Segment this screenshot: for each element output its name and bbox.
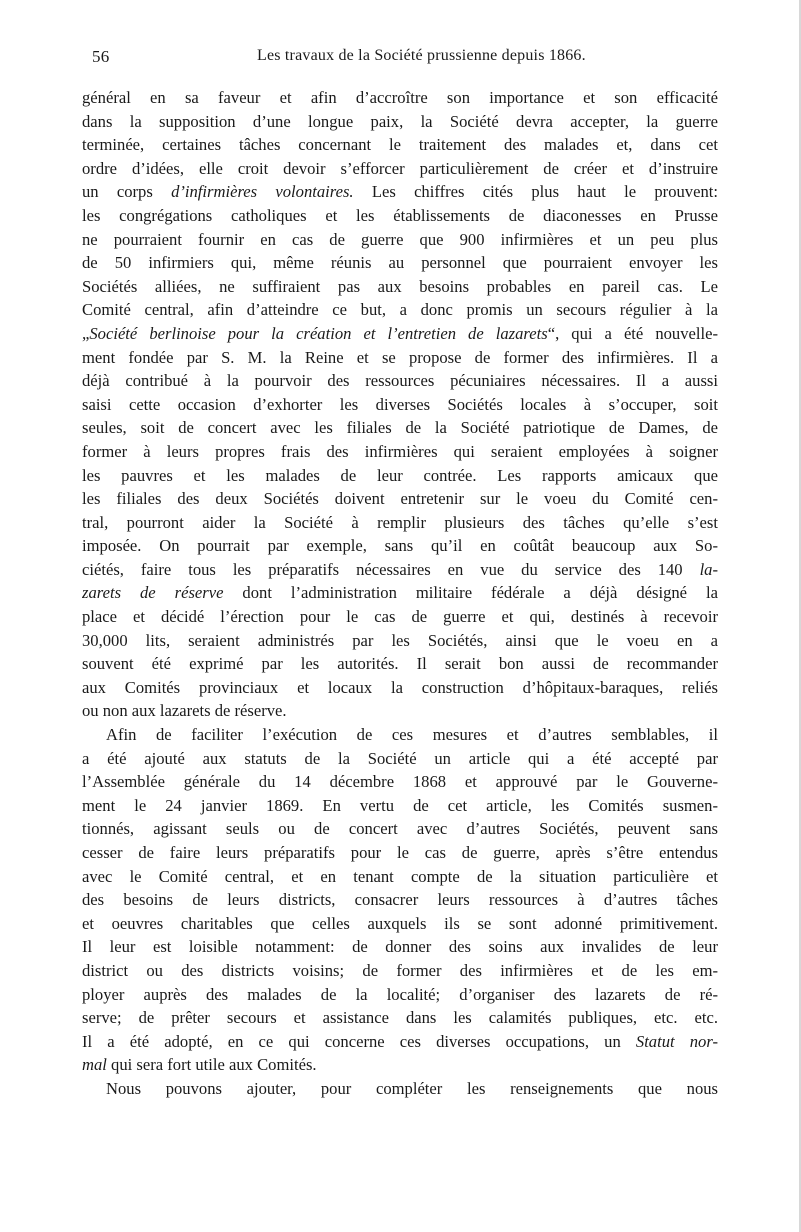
text-line: ne pourraient fournir en cas de guerre que 900 infirmières et un peu plus [82, 229, 718, 249]
text-line: Il a été adopté, en ce qui concerne ces diverses occupations, un Statut nor- [82, 1031, 718, 1051]
text-line: avec le Comité central, et en tenant compte de la situation particulière et [82, 866, 718, 886]
text-line: a été ajouté aux statuts de la Société un article qui a été accepté par [82, 748, 718, 768]
text-line: tral, pourront aider la Société à remplir plusieurs des tâches qu’elle s’est [82, 512, 718, 532]
text-line: tionnés, agissant seuls ou de concert avec d’autres Sociétés, peuvent sans [82, 819, 718, 839]
text-line: place et décidé l’érection pour le cas de guerre et qui, destinés à recevoir [82, 607, 718, 627]
text-line: ordre d’idées, elle croit devoir s’efforcer particulièrement de créer et d’instruire [82, 158, 718, 178]
text-line: saisi cette occasion d’exhorter les diverses Sociétés locales à s’occuper, soit [82, 394, 718, 414]
text-line: seules, soit de concert avec les filiales de la Société patriotique de Dames, de [82, 418, 718, 438]
text-line: 30,000 lits, seraient administrés par les Sociétés, ainsi que le voeu en a [82, 630, 718, 650]
text-line: les pauvres et les malades de leur contrée. Les rapports amicaux que [82, 465, 718, 485]
page-number: 56 [92, 47, 110, 66]
running-title: Les travaux de la Société prussienne depuis 1866. [257, 47, 586, 64]
text-line: déjà contribué à la pourvoir des ressources pécuniaires nécessaires. Il a aussi [82, 371, 718, 391]
text-line: des besoins de leurs districts, consacrer leurs ressources à d’autres tâches [82, 890, 718, 910]
text-line: district ou des districts voisins; de former des infirmières et de les em- [82, 960, 718, 980]
text-line: un corps d’infirmières volontaires. Les chiffres cités plus haut le prouvent: [82, 182, 718, 202]
text-line: cesser de faire leurs préparatifs pour le cas de guerre, après s’être entendus [82, 843, 718, 862]
text-line: ou non aux lazarets de réserve. [82, 701, 287, 721]
text-line: Nous pouvons ajouter, pour compléter les renseignements que nous [106, 1078, 718, 1098]
text-line: Sociétés alliées, ne suffiraient pas aux besoins probables en pareil cas. Le [82, 276, 718, 296]
text-line: ciétés, faire tous les préparatifs nécessaires en vue du service des 140 la- [82, 559, 718, 579]
text-line: terminée, certaines tâches concernant le traitement des malades et, dans cet [82, 135, 718, 155]
text-line: de 50 infirmiers qui, même réunis au personnel que pourraient envoyer les [82, 253, 718, 273]
text-line: aux Comités provinciaux et locaux la construction d’hôpitaux-baraques, reliés [82, 677, 718, 697]
text-line: former à leurs propres frais des infirmières qui seraient employées à soigner [82, 441, 718, 461]
text-line: ment fondée par S. M. la Reine et se propose de former des infirmières. Il a [82, 347, 718, 367]
text-line: souvent été exprimé par les autorités. Il serait bon aussi de recommander [82, 654, 718, 674]
text-line: les filiales des deux Sociétés doivent entretenir sur le voeu du Comité cen- [82, 489, 718, 509]
page-header [82, 47, 718, 71]
text-line: serve; de prêter secours et assistance dans les calamités publiques, etc. etc. [82, 1008, 718, 1028]
text-line: Il leur est loisible notamment: de donner des soins aux invalides de leur [82, 937, 718, 957]
body-text [82, 86, 718, 1101]
text-line: général en sa faveur et afin d’accroître son importance et son efficacité [82, 88, 718, 107]
text-line: „Société berlinoise pour la création et l’entretien de lazarets“, qui a été nouvelle- [82, 323, 718, 343]
text-line: et oeuvres charitables que celles auxquels ils se sont adonné primitivement. [82, 913, 718, 933]
text-line: dans la supposition d’une longue paix, la Société devra accepter, la guerre [82, 111, 718, 131]
text-line: Comité central, afin d’atteindre ce but, a donc promis un secours régulier à la [82, 300, 718, 320]
text-line: les congrégations catholiques et les établissements de diaconesses en Prusse [82, 205, 718, 225]
text-line: l’Assemblée générale du 14 décembre 1868 et approuvé par le Gouverne- [82, 772, 718, 792]
text-line: zarets de réserve dont l’administration militaire fédérale a déjà désigné la [82, 583, 718, 603]
text-line: Afin de faciliter l’exécution de ces mesures et d’autres semblables, il [106, 725, 718, 745]
text-line: imposée. On pourrait par exemple, sans qu’il en coûtât beaucoup aux So- [82, 536, 718, 556]
text-line: ment le 24 janvier 1869. En vertu de cet article, les Comités susmen- [82, 795, 718, 815]
text-line: mal qui sera fort utile aux Comités. [82, 1055, 317, 1075]
text-line: ployer auprès des malades de la localité; d’organiser des lazarets de ré- [82, 984, 718, 1004]
